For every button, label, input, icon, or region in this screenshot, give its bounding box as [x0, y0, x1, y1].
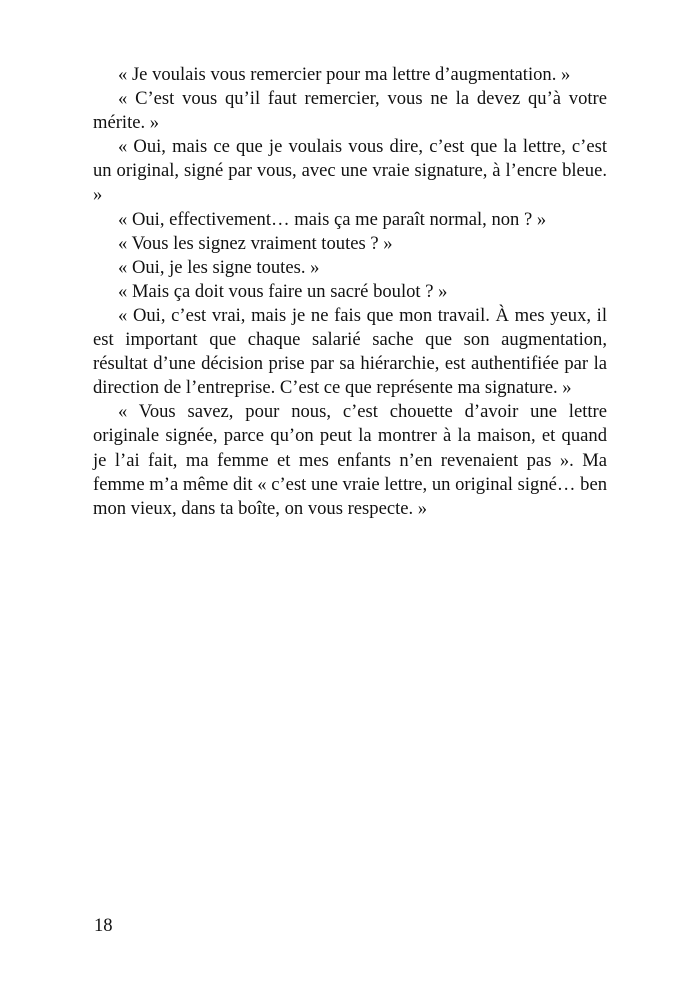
paragraph-7: « Mais ça doit vous faire un sacré boulot ? » — [118, 280, 448, 302]
paragraph-9: « Vous savez, pour nous, c’est chouette d’avoir une lettre originale signée, parce qu’on peut la montrer à la maison, et quand je l’ai fait, ma femme et mes enfants n’en revenaient pas ». Ma femme m’a même dit « c’est une vraie lettre, un original signé… ben mon vieux, dans ta boîte, on vous respecte. » — [93, 401, 607, 519]
paragraph-1: « Je voulais vous remercier pour ma lettre d’augmentation. » — [118, 64, 571, 85]
paragraph-6: « Oui, je les signe toutes. » — [118, 256, 320, 278]
paragraph-2: « C’est vous qu’il faut remercier, vous ne la devez qu’à votre mérite. » — [93, 88, 607, 134]
paragraph-8: « Oui, c’est vrai, mais je ne fais que mon travail. À mes yeux, il est important que chaque salarié sache que son augmentation, résultat d’une décision prise par sa hiérarchie, est authentifiée par la direction de l’entreprise. C’est ce que représente ma signature. » — [93, 304, 607, 399]
body-text — [93, 63, 607, 521]
paragraph-4: « Oui, effectivement… mais ça me paraît normal, non ? » — [118, 208, 547, 230]
paragraph-5: « Vous les signez vraiment toutes ? » — [118, 232, 393, 254]
paragraph-3: « Oui, mais ce que je voulais vous dire, c’est que la lettre, c’est un original, signé par vous, avec une vraie signature, à l’encre bleue. » — [93, 136, 607, 206]
page-number: 18 — [94, 915, 113, 936]
